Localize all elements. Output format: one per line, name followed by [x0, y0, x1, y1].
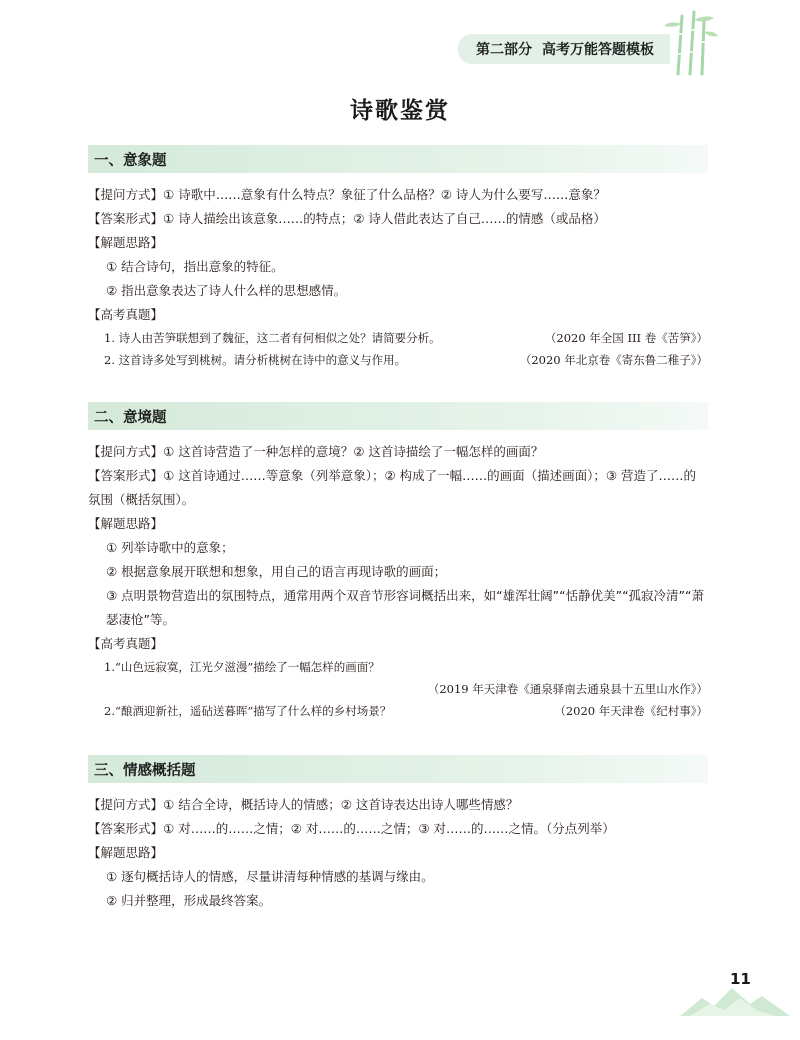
header-book: 高考万能答题模板 — [542, 42, 654, 58]
question-source: （2020 年天津卷《纪村事》） — [554, 704, 708, 718]
exam-question — [88, 349, 708, 371]
answer-tag: 【答案形式】 — [88, 468, 164, 483]
section-heading: 三、情感概括题 — [88, 755, 708, 783]
question-text: 1. 诗人由苦笋联想到了魏征，这二者有何相似之处？请简要分析。 — [104, 331, 441, 345]
ask-text: ① 诗歌中……意象有什么特点？象征了什么品格？② 诗人为什么要写……意象？ — [163, 187, 606, 202]
thinking-tag: 【解题思路】 — [88, 516, 164, 531]
exam-question — [88, 700, 708, 722]
ask-text: ① 这首诗营造了一种怎样的意境？② 这首诗描绘了一幅怎样的画面？ — [163, 444, 544, 459]
step-item: ① 结合诗句，指出意象的特征。 — [106, 259, 284, 274]
answer-text: ① 诗人描绘出该意象……的特点；② 诗人借此表达了自己……的情感（或品格） — [163, 211, 606, 226]
ask-tag: 【提问方式】 — [88, 444, 164, 459]
ask-line — [88, 440, 708, 464]
answer-text: ① 对……的……之情；② 对……的……之情；③ 对……的……之情。（分点列举） — [163, 821, 615, 836]
ask-line — [88, 793, 708, 817]
bamboo-icon — [660, 10, 720, 76]
page-title: 诗歌鉴赏 — [350, 98, 450, 124]
question-source: （2020 年北京卷《寄东鲁二稚子》） — [519, 353, 708, 367]
ask-tag: 【提问方式】 — [88, 187, 164, 202]
answer-line — [88, 817, 708, 841]
section-heading: 二、意境题 — [88, 402, 708, 430]
question-source: （2020 年全国 III 卷《苦笋》） — [544, 331, 708, 345]
ask-tag: 【提问方式】 — [88, 797, 164, 812]
step-item: ② 根据意象展开联想和想象，用自己的语言再现诗歌的画面； — [106, 564, 447, 579]
thinking-tag: 【解题思路】 — [88, 235, 164, 250]
page-header — [0, 0, 800, 72]
section-emotion — [88, 755, 708, 913]
exam-question — [88, 656, 708, 678]
answer-tag: 【答案形式】 — [88, 821, 164, 836]
question-text: 2.“酿酒迎新社，遥砧送暮晖”描写了什么样的乡村场景？ — [104, 704, 392, 718]
ask-text: ① 结合全诗，概括诗人的情感；② 这首诗表达出诗人哪些情感？ — [163, 797, 519, 812]
question-text: 1.“山色远寂寞，江光夕滋漫”描绘了一幅怎样的画面？ — [104, 660, 380, 674]
section-heading: 一、意象题 — [88, 145, 708, 173]
step-item: ② 归并整理，形成最终答案。 — [106, 893, 272, 908]
thinking-tag: 【解题思路】 — [88, 845, 164, 860]
header-part: 第二部分 — [476, 42, 532, 58]
ask-line — [88, 183, 708, 207]
question-text: 2. 这首诗多处写到桃树。请分析桃树在诗中的意义与作用。 — [104, 353, 407, 367]
step-item: ② 指出意象表达了诗人什么样的思想感情。 — [106, 283, 347, 298]
exam-question — [88, 327, 708, 349]
question-source: （2019 年天津卷《通泉驿南去通泉县十五里山水作》） — [427, 682, 708, 696]
exam-tag: 【高考真题】 — [88, 307, 164, 322]
step-item: ① 逐句概括诗人的情感，尽量讲清每种情感的基调与缘由。 — [106, 869, 434, 884]
step-item: ① 列举诗歌中的意象； — [106, 540, 234, 555]
step-item: ③ 点明景物营造出的氛围特点，通常用两个双音节形容词概括出来，如“雄浑壮阔”“恬静优美”“孤寂冷清”“萧瑟凄怆”等。 — [106, 588, 705, 627]
answer-line — [88, 464, 708, 512]
section-imagery — [88, 145, 708, 371]
exam-tag: 【高考真题】 — [88, 636, 164, 651]
answer-line — [88, 207, 708, 231]
header-tab — [458, 34, 670, 64]
answer-tag: 【答案形式】 — [88, 211, 164, 226]
section-mood — [88, 402, 708, 722]
answer-text: ① 这首诗通过……等意象（列举意象）；② 构成了一幅……的画面（描述画面）；③ 营造了……的氛围（概括氛围）。 — [88, 468, 697, 507]
mountain-icon — [680, 982, 790, 1018]
page-number: 11 — [730, 970, 751, 988]
